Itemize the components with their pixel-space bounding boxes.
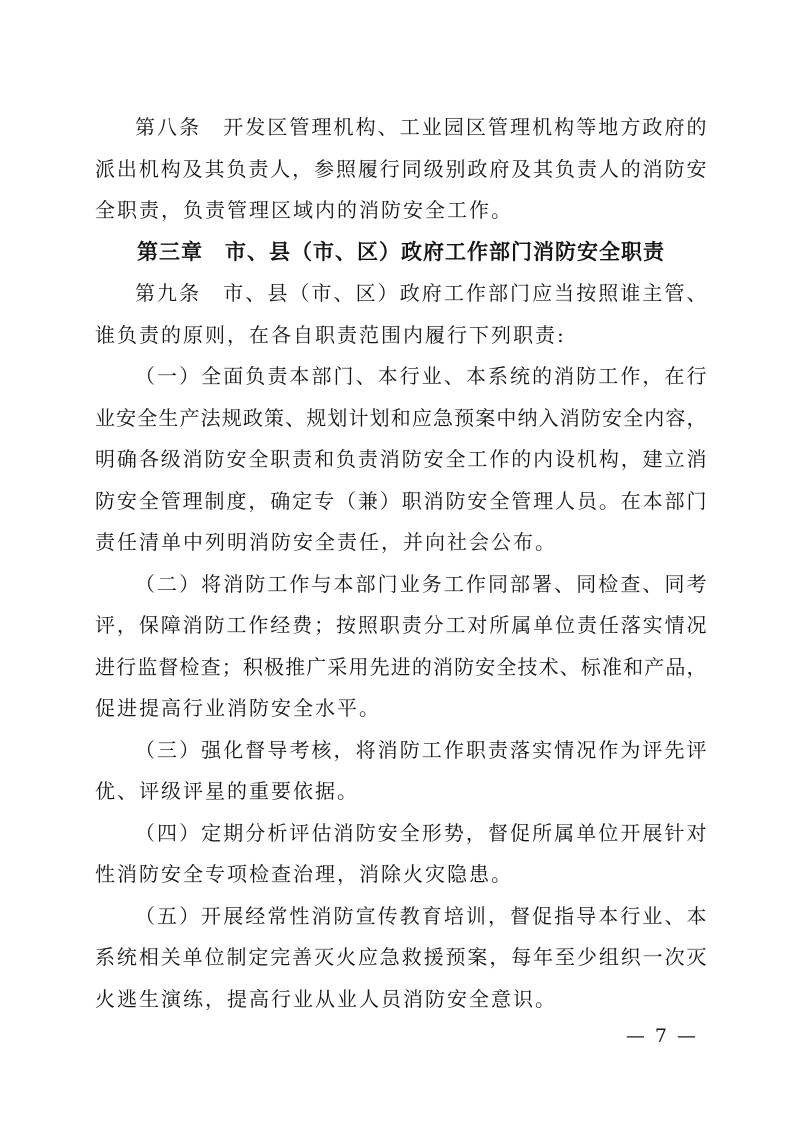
article-8-line-1: 第八条 开发区管理机构、工业园区管理机构等地方政府的 xyxy=(135,115,707,139)
chapter-3-heading: 第三章 市、县（市、区）政府工作部门消防安全职责 xyxy=(137,239,665,264)
article-9-item-4-line-2: 性消防安全专项检查治理，消除火灾隐患。 xyxy=(95,862,513,886)
article-9-item-2-line-2: 评，保障消防工作经费；按照职责分工对所属单位责任落实情况 xyxy=(95,613,707,637)
article-9-item-1-line-5: 责任清单中列明消防安全责任，并向社会公布。 xyxy=(95,530,557,554)
article-9-item-2-line-3: 进行监督检查；积极推广采用先进的消防安全技术、标准和产品， xyxy=(95,654,707,679)
article-9-intro-line-1: 第九条 市、县（市、区）政府工作部门应当按照谁主管、 xyxy=(135,281,707,305)
article-9-item-5-line-1: （五）开展经常性消防宣传教育培训，督促指导本行业、本 xyxy=(135,903,707,928)
article-9-item-3-line-2: 优、评级评星的重要依据。 xyxy=(95,779,359,803)
document-content xyxy=(95,107,707,1020)
article-8-line-3: 全职责，负责管理区域内的消防安全工作。 xyxy=(95,198,513,222)
article-9-item-4-line-1: （四）定期分析评估消防安全形势，督促所属单位开展针对 xyxy=(135,820,707,845)
article-9-item-1-line-4: 防安全管理制度，确定专（兼）职消防安全管理人员。在本部门 xyxy=(95,488,707,513)
page-number: — 7 — xyxy=(625,1025,698,1047)
article-9-item-5-line-2: 系统相关单位制定完善灭火应急救援预案，每年至少组织一次灭 xyxy=(95,945,707,969)
article-9-item-1-line-1: （一）全面负责本部门、本行业、本系统的消防工作，在行 xyxy=(135,364,707,388)
article-9-item-1-line-2: 业安全生产法规政策、规划计划和应急预案中纳入消防安全内容， xyxy=(95,405,707,430)
article-9-item-2-line-4: 促进提高行业消防安全水平。 xyxy=(95,696,381,720)
article-8-line-2: 派出机构及其负责人，参照履行同级别政府及其负责人的消防安 xyxy=(95,156,707,181)
article-9-item-3-line-1: （三）强化督导考核，将消防工作职责落实情况作为评先评 xyxy=(135,737,707,762)
article-9-item-1-line-3: 明确各级消防安全职责和负责消防安全工作的内设机构，建立消 xyxy=(95,447,707,471)
article-9-item-2-line-1: （二）将消防工作与本部门业务工作同部署、同检查、同考 xyxy=(135,571,707,596)
article-9-item-5-line-3: 火逃生演练，提高行业从业人员消防安全意识。 xyxy=(95,986,557,1011)
article-9-intro-line-2: 谁负责的原则，在各自职责范围内履行下列职责: xyxy=(95,322,566,347)
